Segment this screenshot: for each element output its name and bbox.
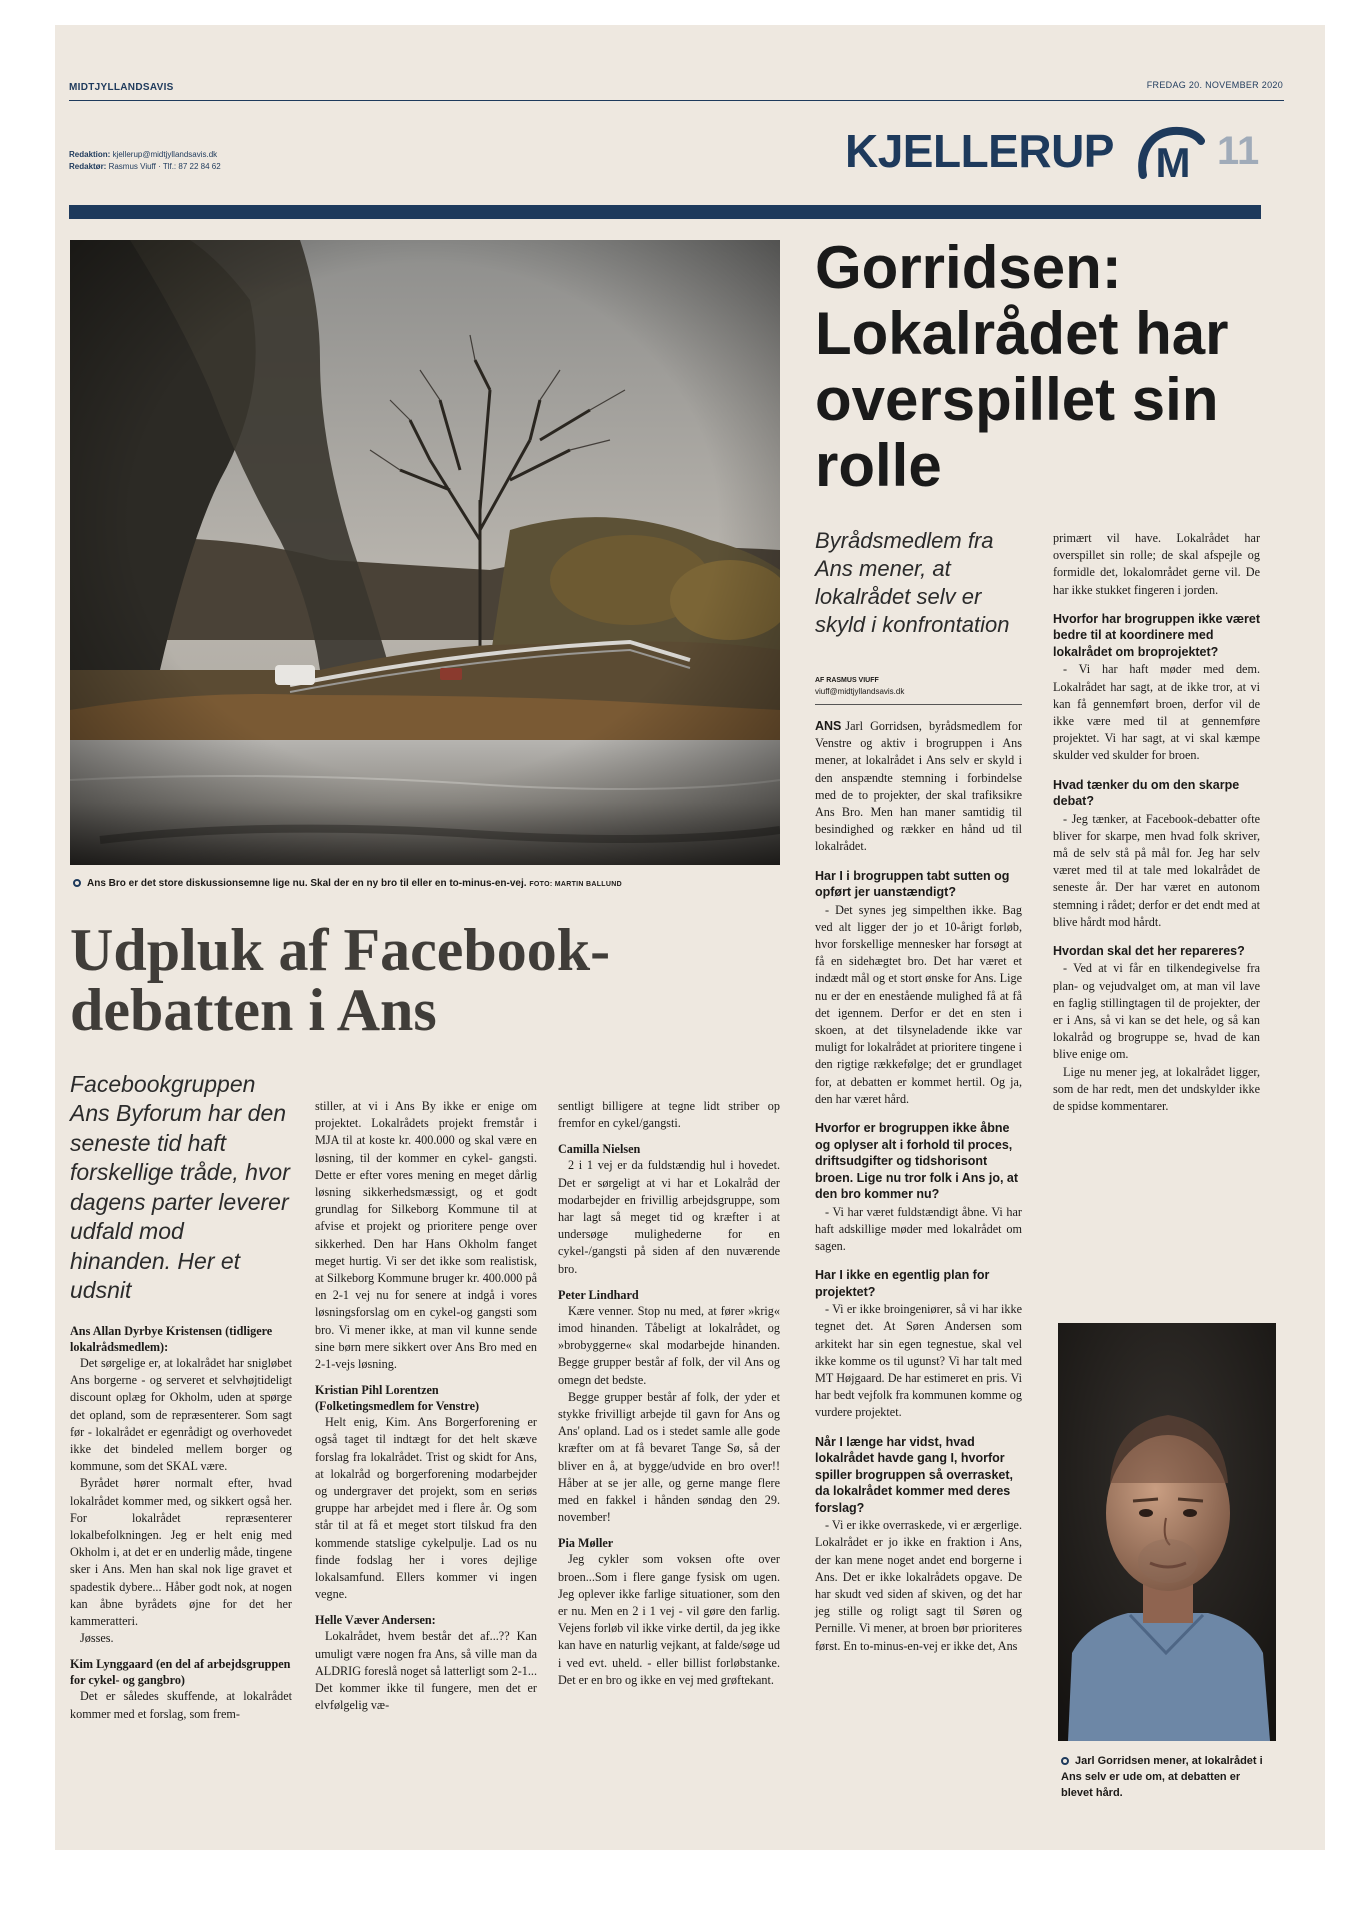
facebook-column-2 xyxy=(315,1098,537,1715)
editor-contact: Rasmus Viuff · Tlf.: 87 22 84 62 xyxy=(108,162,221,171)
midtjyllands-m-logo-icon xyxy=(1135,125,1205,185)
commenter-name: Kim Lynggaard (en del af arbejdsgruppen for cykel- og gangbro) xyxy=(70,1657,291,1688)
portrait-caption xyxy=(1061,1753,1271,1801)
jarl-gorridsen-portrait xyxy=(1058,1323,1276,1741)
facebook-headline: Udpluk af Facebook-debatten i Ans xyxy=(70,917,611,1043)
answer-continued: primært vil have. Lokalrådet har overspillet sin rolle; de skal afspejle og formidle det, lokalområdet gerne vil. De har ikke stukket fingeren i jorden. xyxy=(1053,531,1260,597)
comment-text: Begge grupper består af folk, der yder et stykke frivilligt arbejde til gavn for Ans og Ans' opland. Lad os i stedet samle alle gode kræfter om at få bevaret Tange Sø, så der bliver en å, at bygge/udvide en bro over!! Håber at se jer alle, og gerne mange flere med en fakkel i hånden søndag den 29. november! xyxy=(558,1389,780,1525)
comment-text: Lokalrådet, hvem består det af...?? Kan umuligt være nogen fra Ans, så ville man da ALDRIG foreslå noget så latterligt som 2-1... Det kommer ikke til fungere, men det er elvfølgelig væ- xyxy=(315,1629,537,1713)
comment-text: Jøsses. xyxy=(80,1631,114,1646)
comment-text: Helt enig, Kim. Ans Borgerforening er også taget til indtægt for det helt skæve forslag fra lokalrådet. Trist og skidt for Ans, at lokalråd og borgerforening modarbejder og undergraver det projekt, som en seriøs gruppe har arbejdet med i flere år. Og som står til at få et meget stort tilskud fra den kommende statslige cykelpulje. Lad os nu finde fodslag her i vores dejlige lokalsamfund. Ellers kommer vi ingen vegne. xyxy=(315,1415,537,1602)
gorridsen-headline: Gorridsen: Lokalrådet har overspillet sin rolle xyxy=(815,234,1229,499)
dateline: ANS xyxy=(815,719,842,733)
newspaper-logo: MIDTJYLLANDSAVIS xyxy=(69,82,174,93)
question: Hvad tænker du om den skarpe debat? xyxy=(1053,777,1240,809)
facebook-column-3 xyxy=(558,1098,780,1689)
byline-rule xyxy=(815,704,1022,705)
commenter-name: Pia Møller xyxy=(558,1536,614,1551)
answer: - Ved at vi får en tilkendegivelse fra plan- og vejudvalget om, at man vil lave en faglig stillingtagen til de projekter, der er i Ans, så vi kan se det hele, og så kan lokalråd og brogruppe se, hvad de kan blive enige om. xyxy=(1053,961,1260,1062)
commenter-name: Kristian Pihl Lorentzen (Folketingsmedlem for Venstre) xyxy=(315,1383,480,1414)
commenter-name: Helle Væver Andersen: xyxy=(315,1613,436,1628)
question: Når I længe har vidst, hvad lokalrådet havde gang I, hvorfor spiller brogruppen så overrasket, da lokalrådet kommer med deres forslag? xyxy=(815,1434,1013,1515)
comment-text: Jeg cykler som voksen ofte over broen...Som i flere gange fysisk om ugen. Jeg oplever ikke farlige situationer, som den er nu. Men en 2 i 1 vej - vil gøre den farlig. Vejens forløb vil ikke virke dertil, da jeg ikke kan have en naturlig vejkant, at falde/søge ud i ved evt. uheld. - eller billist forløbstanke. Det er en bro og ikke en vej med grøftekant. xyxy=(558,1552,780,1687)
comment-text: Det er således skuffende, at lokalrådet kommer med et forslag, som frem- xyxy=(70,1689,292,1721)
byline-author: AF RASMUS VIUFF xyxy=(815,677,879,684)
comment-text: Det sørgelige er, at lokalrådet har snigløbet Ans borgerne - og serveret et selvhøjtideligt discount oplæg for Okholm, uden at spørge det opland, som de repræsenterer. Som sagt før - lokalrådet er egenrådigt og overhovedet ikke det bindeled mellem borger og kommune, som det SKAL være. xyxy=(70,1356,292,1474)
section-band xyxy=(69,205,1261,219)
gorridsen-column-2 xyxy=(1053,530,1260,1115)
gorridsen-deck: Byrådsmedlem fra Ans mener, at lokalrådet selv er skyld i konfrontation xyxy=(815,528,1010,638)
intro-text: Jarl Gorridsen, byrådsmedlem for Venstre og aktiv i brogruppen i Ans mener, at lokalrådet i Ans selv er skyld i den anspændte stemning i forbindelse med de to projekter, der skal trafiksikre Ans Bro. Men han maner samtidig til besindighed og rækker en hånd ud til lokalrådet. xyxy=(815,719,1022,854)
comment-text: Byrådet hører normalt efter, hvad lokalrådet kommer med, og sikkert også her. For lokalrådet repræsenterer lokalbefolkningen. Jeg er helt enig med Okholm i, at det er en underlig måde, tingene sker i Ans. Men han skal nok lige gravet et spadestik dybere... Håber godt nok, at nogen kan åbne byrådets øjne for det her kammeratteri. xyxy=(70,1476,292,1629)
question: Hvordan skal det her repareres? xyxy=(1053,943,1245,958)
photo-credit: FOTO: MARTIN BALLUND xyxy=(529,881,622,888)
facebook-deck: Facebookgruppen Ans Byforum har den seneste tid haft forskellige tråde, hvor dagens parter leverer udfald mod hinanden. Her et udsnit xyxy=(70,1071,290,1304)
caption-bullet-icon xyxy=(73,879,81,887)
answer: - Vi er ikke overraskede, vi er ærgerlige. Lokalrådet er jo ikke en fraktion i Ans, der kan mene noget andet end borgerne i Ans. Det er ikke lokalrådets opgave. De har skudt ved siden af skiven, og det har jeg stille og roligt sagt til Søren og Pernille. Vi mener, at broen bør prioriteres først. En to-minus-en-vej er ikke det, Ans xyxy=(815,1518,1022,1653)
caption-bullet-icon xyxy=(1061,1757,1069,1765)
masthead-rule xyxy=(69,100,1284,101)
question: Har I ikke en egentlig plan for projektet? xyxy=(815,1268,990,1299)
main-photo-caption xyxy=(73,878,773,889)
answer: Lige nu mener jeg, at lokalrådet ligger, som de har redt, men det undskylder ikke de spidse kommentarer. xyxy=(1053,1064,1260,1114)
section-title: KJELLERUP xyxy=(845,125,1114,177)
comment-text: 2 i 1 vej er da fuldstændig hul i hovedet. Det er sørgeligt at vi har et Lokalråd der modarbejder en frivillig arbejdsgruppe, som har lagt så meget tid og kræfter i at undersøge mulighederne for en cykel-/gangsti på siden af den nuværende bro. xyxy=(558,1158,780,1276)
question: Hvorfor har brogruppen ikke været bedre til at koordinere med lokalrådet om broprojektet? xyxy=(1053,611,1260,659)
portrait-caption-text: Jarl Gorridsen mener, at lokalrådet i Ans selv er ude om, at debatten er blevet hård. xyxy=(1061,1755,1263,1799)
ans-bridge-photo xyxy=(70,240,780,865)
facebook-column-1 xyxy=(70,1323,292,1723)
commenter-name: Peter Lindhard xyxy=(558,1287,639,1302)
comment-text: Kære venner. Stop nu med, at fører »krig« imod hinanden. Tåbeligt at lokalrådet, og »brobyggerne« skal modarbejde hinanden. Begge grupper består af folk, der vil Ans og omegn det bedste. xyxy=(558,1303,780,1387)
newspaper-page xyxy=(55,25,1325,1850)
byline-email: viuff@midtjyllandsavis.dk xyxy=(815,687,905,696)
byline xyxy=(815,675,904,697)
answer: - Det synes jeg simpelthen ikke. Bag ved alt ligger der jo et 10-årigt forløb, hvor forskellige mennesker har forsøgt at få en sidehægtet bro. Det har været et indædt mål og et stort ønske for Ans. Lige nu er der en enestående mulighed få at få det igennem. Derfor er det en sten i skoen, at det tilsyneladende ikke var muligt for lokalrådet at prioritere tingene i den rigtige rækkefølge; det er grundlaget for, at debatten er kommet hertil. Og ja, den har været hård. xyxy=(815,902,1022,1106)
question: Har I i brogruppen tabt sutten og opført jer uanstændigt? xyxy=(815,868,1010,900)
caption-text: Ans Bro er det store diskussionsemne lige nu. Skal der en ny bro til eller en to-minus-en-vej. xyxy=(87,878,527,889)
gorridsen-column-1 xyxy=(815,718,1022,1655)
editorial-contact xyxy=(69,149,221,173)
answer: - Vi er ikke broingeniører, så vi har ikke tegnet det. At Søren Andersen som arkitekt har sin egen tegnestue, skal vel ikke komme os til ugunst? Vi har talt med MT Højgaard. De har estimeret en pris. Vi har bedt vejfolk fra kommunen komme og vurdere projektet. xyxy=(815,1302,1022,1420)
question: Hvorfor er brogruppen ikke åbne og oplyser alt i forhold til proces, driftsudgifter og tidshorisont broen. Lige nu tror folk i Ans jo, at den bro kommer nu? xyxy=(815,1121,1019,1202)
answer: - Jeg tænker, at Facebook-debatter ofte bliver for skarpe, men hvad folk skriver, må de selv stå på mål for. Jeg har selv været med til at tale med lokalrådet de seneste år. Der har været en autonom stemning i rådet; derfor er det endt med at blive hårdt mod hårdt. xyxy=(1053,811,1260,929)
issue-date: FREDAG 20. NOVEMBER 2020 xyxy=(1146,80,1283,90)
commenter-name: Ans Allan Dyrbye Kristensen (tidligere lokalrådsmedlem): xyxy=(70,1324,273,1354)
article-intro xyxy=(815,718,1022,856)
editorial-email: kjellerup@midtjyllandsavis.dk xyxy=(112,150,218,159)
comment-text: sentligt billigere at tegne lidt striber op fremfor en cykel/gangsti. xyxy=(558,1099,780,1131)
editorial-label: Redaktion: xyxy=(69,150,111,159)
editor-label: Redaktør: xyxy=(69,162,107,171)
answer: - Vi har haft møder med dem. Lokalrådet har sagt, at de ikke tror, at vi kan få gennemført broen, derfor vil de ikke være med til at gennemføre projektet. Vi har sagt, at vi skal kæmpe skulder ved skulder for broen. xyxy=(1053,662,1260,763)
comment-text: stiller, at vi i Ans By ikke er enige om projektet. Lokalrådets projekt fremstår i MJA til at koste kr. 400.000 og skal være en løsning, til der kommer en cykel- gangsti. Dette er efter vores mening en meget dårlig løsning sikkerhedsmæssigt, og et godt grundlag for Silkeborg Kommune til at afvise et projekt og prioritere penge over sikkerhed. Den har Hans Okholm fanget meget hurtig. Vi ser det ikke som realistisk, at Silkeborg Kommune bruger kr. 400.000 på en 2-1 vej nu for senere at indgå i vores løsningsforslag om en cykel-og gangsti som bro. Vi mener ikke, at man vil kunne sende sine børn mere sikkert over Ans Bro med en 2-1-vejs løsning. xyxy=(315,1099,537,1372)
answer: - Vi har været fuldstændigt åbne. Vi har haft adskillige møder med lokalrådet om sagen. xyxy=(815,1204,1022,1253)
section-logo-letter: M xyxy=(1155,139,1191,185)
commenter-name: Camilla Nielsen xyxy=(558,1142,641,1157)
page-number: 11 xyxy=(1217,129,1260,173)
